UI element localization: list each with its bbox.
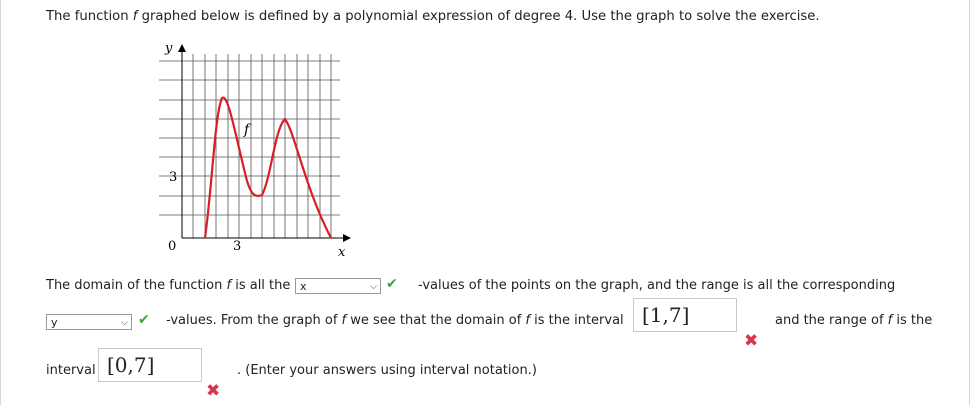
domain-sentence-start: The domain of the function f is all the (46, 278, 291, 293)
y-tick-label: 3 (169, 170, 178, 185)
domain-interval-sentence: -values. From the graph of f we see that the domain of f is the interval (166, 313, 624, 328)
range-variable-select[interactable]: y ⌵ (46, 314, 132, 330)
y-axis-arrow-icon (178, 44, 186, 52)
curve-label: f (244, 122, 250, 138)
y-axis-label: y (165, 41, 173, 56)
range-answer-incorrect-icon: ✖ (206, 381, 221, 401)
range-answer-field[interactable]: [0,7] (98, 348, 202, 382)
grid-lines (159, 54, 340, 238)
origin-label: 0 (168, 239, 177, 254)
domain-answer-incorrect-icon: ✖ (744, 331, 759, 351)
chevron-down-icon: ⌵ (121, 318, 128, 328)
interval-label: interval (46, 363, 96, 378)
domain-answer-field[interactable]: [1,7] (633, 298, 737, 332)
function-graph (155, 38, 355, 260)
chevron-down-icon: ⌵ (370, 282, 377, 292)
domain-variable-select[interactable]: x ⌵ (295, 278, 381, 294)
x-axis-label: x (338, 245, 346, 260)
range-sentence-end: and the range of f is the (775, 313, 933, 328)
question-prompt: The function f graphed below is defined by a polynomial expression of degree 4. Use the graph to solve the exercise. (46, 9, 820, 24)
interval-notation-hint: . (Enter your answers using interval notation.) (237, 363, 537, 378)
domain-select-check-icon: ✔ (386, 276, 398, 292)
x-axis-arrow-icon (343, 234, 351, 242)
x-tick-label: 3 (233, 239, 242, 254)
domain-sentence-end: -values of the points on the graph, and the range is all the corresponding (418, 278, 896, 293)
axes (182, 50, 345, 238)
range-select-check-icon: ✔ (138, 312, 150, 328)
